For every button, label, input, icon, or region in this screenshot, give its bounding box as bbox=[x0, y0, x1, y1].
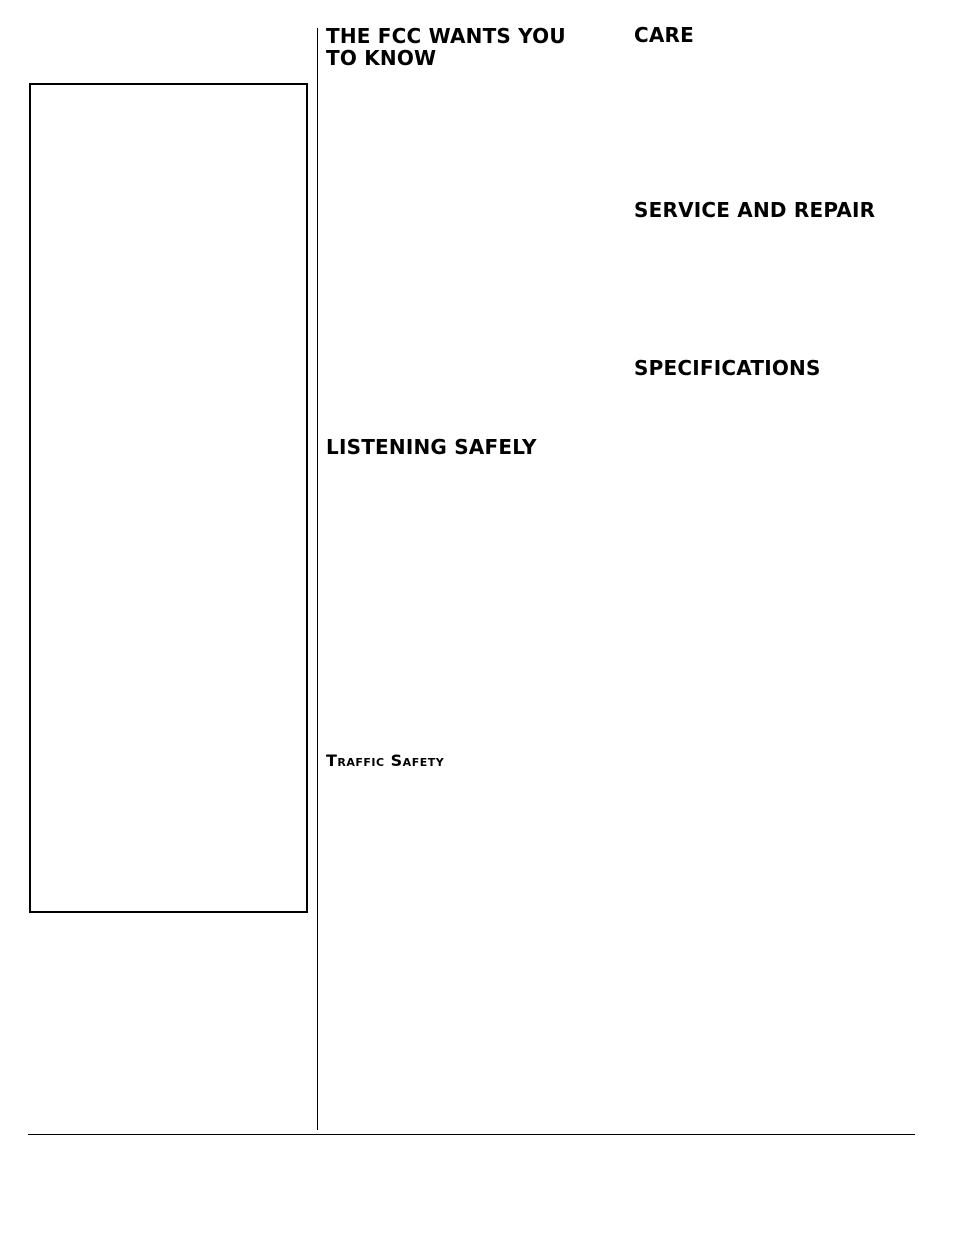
service-and-repair-heading: SERVICE AND REPAIR bbox=[634, 198, 876, 222]
fcc-heading: THE FCC WANTS YOU TO KNOW bbox=[326, 24, 566, 70]
footer-divider bbox=[28, 1134, 915, 1135]
notice-box bbox=[29, 83, 308, 913]
traffic-safety-subheading: Traffic Safety bbox=[326, 751, 445, 770]
listening-safely-heading: LISTENING SAFELY bbox=[326, 435, 537, 459]
specifications-heading: SPECIFICATIONS bbox=[634, 356, 821, 380]
care-heading: CARE bbox=[634, 23, 695, 47]
column-divider bbox=[317, 28, 318, 1130]
